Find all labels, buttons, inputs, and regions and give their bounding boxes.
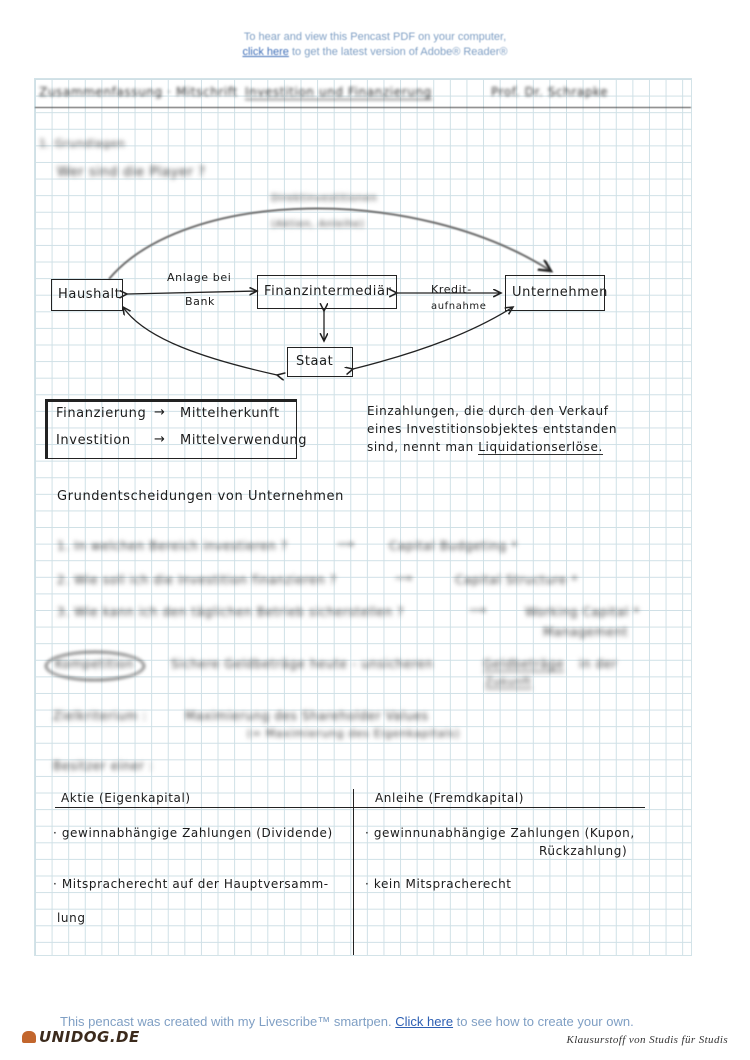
def-arrow-2: → [154, 432, 166, 447]
definitions-box [45, 399, 308, 459]
table-r1c2-b: Rückzahlung) [539, 844, 628, 858]
finanzintermediar-box [257, 275, 397, 309]
capital-structure: Capital Structure * [455, 573, 578, 587]
question-3-arrow: ⟶ [469, 603, 487, 617]
finanzintermediar-label: Finanzintermediär [264, 284, 392, 299]
capital-budgeting: Capital Budgeting * [389, 539, 518, 553]
def-mittelverwendung: Mittelverwendung [180, 433, 308, 448]
grundentscheidungen-heading: Grundentscheidungen von Unternehmen [57, 489, 344, 504]
zielkriterium-note: (= Maximierung des Eigenkapitals) [247, 727, 460, 740]
pencast-notice-line1: To hear and view this Pencast PDF on your computer, [243, 31, 507, 43]
anlage-label-2: Bank [185, 295, 216, 308]
kredit-label-2: aufnahme [431, 301, 487, 312]
kompetition-geldbetrage: Geldbeträge [483, 657, 565, 671]
liquidation-line-3 [367, 440, 603, 454]
kompetition-text: Sichere Geldbeträge heute - unsicheren [171, 657, 434, 671]
section-heading: 1. Grundlagen [39, 137, 126, 150]
staat-box [287, 347, 353, 377]
question-2: 2. Wie soll ich die Investition finanzieren ? [57, 573, 337, 587]
haushalt-box [51, 279, 123, 311]
header-title: Investition und Finanzierung [245, 85, 432, 99]
def-finanzierung: Finanzierung [56, 406, 147, 421]
unidog-logo-text: UNIDOG.DE [39, 1028, 140, 1046]
zielkriterium-label: Zielkriterium : [53, 709, 147, 723]
arrow-haushalt-bank [127, 291, 257, 294]
pencast-notice-line2 [0, 45, 750, 60]
question-1: 1. In welchen Bereich investieren ? [57, 539, 288, 553]
kompetition-in-der: in der [579, 657, 618, 671]
table-head-anleihe: Anleihe (Fremdkapital) [375, 791, 525, 805]
table-divider [353, 789, 354, 955]
livescribe-text-1: This pencast was created with my Livescribe™ smartpen. [60, 1014, 396, 1029]
dog-icon [22, 1031, 36, 1043]
haushalt-label: Haushalt [58, 287, 121, 302]
table-rule [55, 807, 645, 808]
livescribe-banner [60, 1014, 740, 1029]
staat-label: Staat [296, 354, 334, 369]
kredit-label-1: Kredit- [431, 283, 472, 296]
arc-label-direct: Direktinvestitionen [271, 193, 378, 204]
tagline: Klausurstoff von Studis für Studis [566, 1034, 728, 1046]
table-r2c1-b: lung [57, 911, 86, 925]
table-r2c1-a: · Mitspracherecht auf der Hauptversamm- [53, 877, 329, 891]
working-capital: Working Capital * [525, 605, 640, 619]
livescribe-text-2: to see how to create your own. [453, 1014, 634, 1029]
question-2-arrow: ⟶ [395, 571, 413, 585]
arc-label-examples: (Aktien, Anleihe) [271, 219, 365, 230]
liquidation-term: Liquidationserlöse. [478, 440, 603, 454]
header-left: Zusammenfassung · Mitschrift [39, 85, 238, 99]
working-capital-management: Management [543, 625, 629, 639]
header-prof: Prof. Dr. Schrapke [491, 85, 609, 99]
anlage-label-1: Anlage bei [167, 271, 232, 284]
table-r2c2: · kein Mitspracherecht [365, 877, 512, 891]
liquidation-line-3-text: sind, nennt man [367, 440, 479, 454]
players-diagram [35, 79, 691, 399]
def-investition: Investition [56, 433, 131, 448]
table-head-aktie: Aktie (Eigenkapital) [61, 791, 191, 805]
besitzer-label: Besitzer einer : [53, 759, 154, 773]
question-1-arrow: ⟶ [337, 537, 355, 551]
def-arrow-1: → [154, 405, 166, 420]
unidog-logo[interactable] [22, 1028, 140, 1046]
kompetition-label: Kompetition [55, 657, 134, 671]
arrow-staat-unternehmen [353, 307, 513, 369]
liquidation-line-2: eines Investitionsobjektes entstanden [367, 422, 618, 436]
liquidation-line-1: Einzahlungen, die durch den Verkauf [367, 404, 609, 418]
pencast-notice-rest: to get the latest version of Adobe® Reader® [288, 46, 508, 58]
zielkriterium-text: Maximierung des Shareholder Values [185, 709, 429, 723]
players-question: Wer sind die Player ? [57, 165, 206, 180]
table-r1c1: · gewinnabhängige Zahlungen (Dividende) [53, 826, 333, 840]
grid-paper [34, 78, 692, 956]
unternehmen-box [505, 275, 608, 311]
adobe-reader-link[interactable]: click here [242, 46, 289, 58]
kompetition-zukunft: Zukunft [485, 675, 532, 688]
question-3: 3. Wie kann ich den täglichen Betrieb sicherstellen ? [57, 605, 405, 619]
unternehmen-label: Unternehmen [512, 285, 608, 300]
pencast-notice [0, 30, 750, 60]
def-mittelherkunft: Mittelherkunft [180, 406, 280, 421]
arrow-staat-haushalt [123, 307, 277, 375]
livescribe-link[interactable]: Click here [395, 1014, 454, 1029]
table-r1c2-a: · gewinnunabhängige Zahlungen (Kupon, [365, 826, 635, 840]
